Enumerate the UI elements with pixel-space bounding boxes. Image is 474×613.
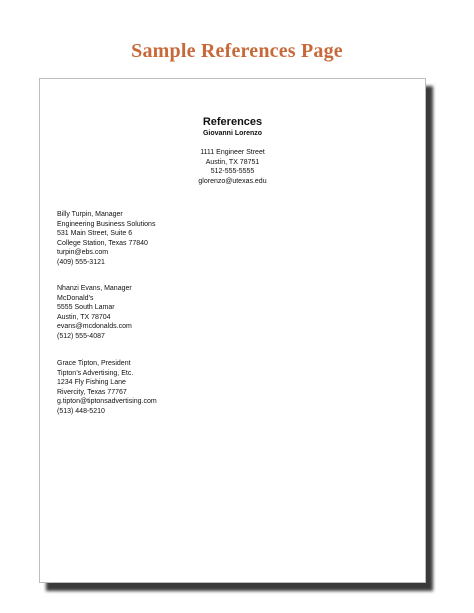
reference-name-title: Grace Tipton, President: [57, 360, 131, 367]
reference-email: g.tipton@tiptonsadvertising.com: [57, 398, 157, 406]
reference-address-line1: 1234 Fly Fishing Lane: [57, 379, 126, 387]
applicant-city: Austin, TX 78751: [205, 158, 260, 166]
reference-entry: [57, 359, 157, 417]
document-title: References: [202, 116, 263, 128]
reference-name-title: Nhanzi Evans, Manager: [57, 285, 132, 292]
applicant-email: glorenzo@utexas.edu: [198, 177, 267, 185]
reference-address-line2: Austin, TX 78704: [57, 313, 111, 321]
reference-address-line2: Rivercity, Texas 77767: [57, 388, 127, 396]
page-title: Sample References Page: [131, 40, 343, 62]
document-header: [40, 116, 425, 186]
reference-email: turpin@ebs.com: [57, 249, 109, 257]
reference-sheet: [39, 78, 426, 583]
reference-phone: (513) 448-5210: [57, 407, 105, 415]
reference-company: Tipton’s Advertising, Etc.: [57, 369, 134, 377]
reference-address-line1: 5555 South Lamar: [57, 304, 115, 312]
reference-company: Engineering Business Solutions: [57, 220, 156, 228]
reference-phone: (409) 555-3121: [57, 258, 105, 266]
reference-entry: [57, 210, 155, 268]
reference-phone: (512) 555-4087: [57, 332, 105, 340]
applicant-name: Giovanni Lorenzo: [202, 130, 263, 137]
applicant-street: 1111 Engineer Street: [200, 149, 265, 156]
reference-address-line2: College Station, Texas 77840: [57, 239, 148, 247]
applicant-phone: 512-555-5555: [210, 168, 255, 176]
applicant-contact: [40, 148, 425, 186]
reference-name-title: Billy Turpin, Manager: [57, 211, 123, 218]
reference-company: McDonald’s: [57, 294, 94, 302]
reference-entry: [57, 284, 132, 342]
reference-address-line1: 531 Main Street, Suite 6: [57, 230, 133, 238]
reference-email: evans@mcdonalds.com: [57, 323, 132, 331]
